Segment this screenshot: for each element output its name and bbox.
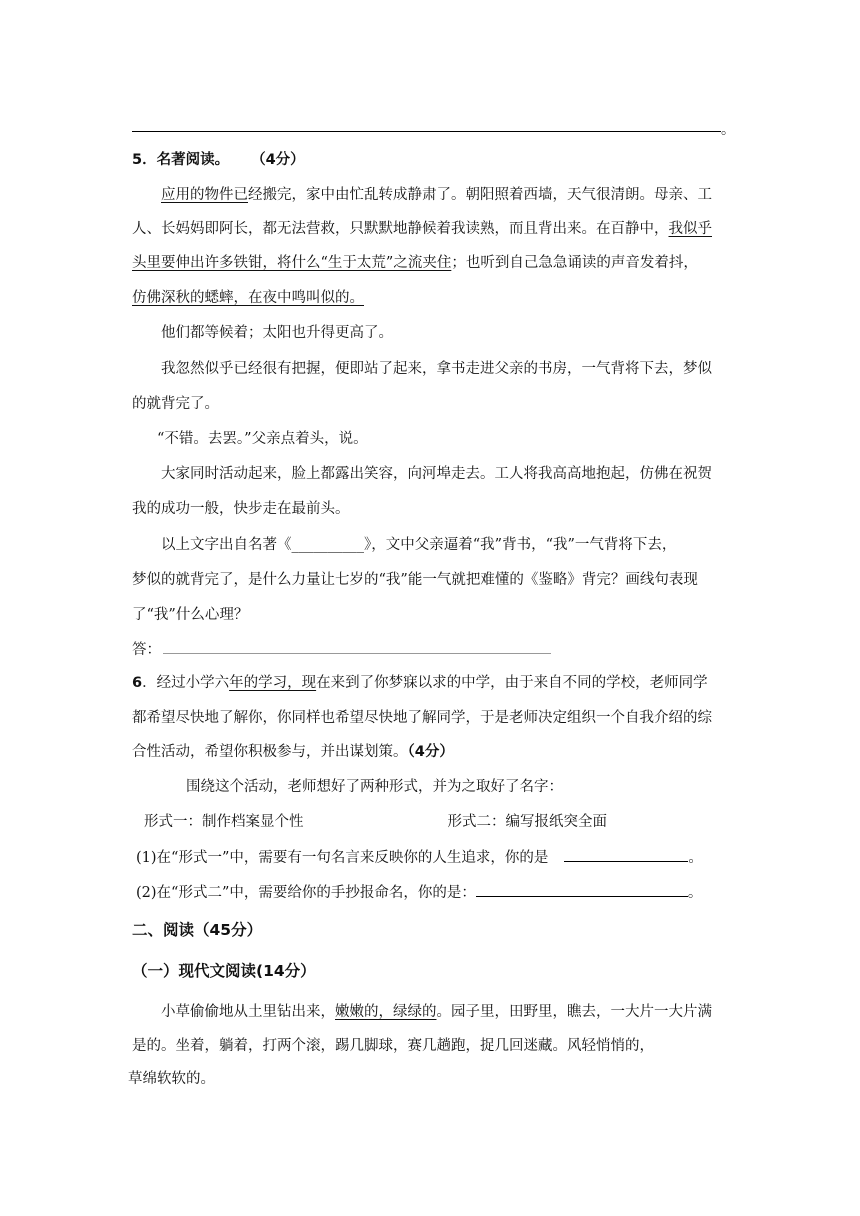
passage-line3 xyxy=(128,1069,728,1089)
section2-subtitle: （一）现代文阅读(14分） xyxy=(132,962,316,980)
text: 了“我”什么心理？ xyxy=(132,607,249,623)
text: 是的。坐着，躺着，打两个滚，踢几脚球，赛几趟跑，捉几回迷藏。风轻悄悄的， xyxy=(132,1038,654,1054)
passage-line2 xyxy=(132,1036,732,1056)
period: 。 xyxy=(688,850,703,866)
underlined-sentence: 应用的物件已 xyxy=(161,187,248,203)
q5-question-line1 xyxy=(132,535,761,555)
q5-para2 xyxy=(132,323,761,343)
underlined-phrase: 嫩嫩的，绿绿的 xyxy=(335,1004,437,1020)
q5-para1-line3 xyxy=(132,253,732,273)
text: “不错。去罢。”父亲点着头，说。 xyxy=(157,431,368,447)
q5-para1-line2 xyxy=(132,219,732,239)
text: 都希望尽快地了解你，你同样也希望尽快地了解同学，于是老师决定组织一个自我介绍的综 xyxy=(132,710,712,726)
text: (2)在“形式二”中，需要给你的手抄报命名，你的是： xyxy=(136,885,476,901)
text: 梦似的就背完了，是什么力量让七岁的“我”能一气就把难懂的《鉴略》背完？画线句表现 xyxy=(132,572,698,588)
text: 我忽然似乎已经很有把握，便即站了起来，拿书走进父亲的书房，一气背将下去，梦似 xyxy=(161,361,712,377)
q6-line2 xyxy=(132,708,732,728)
text: 以上文字出自名著《 xyxy=(161,537,292,553)
text: 围绕这个活动，老师想好了两种形式，并为之取好了名字： xyxy=(186,779,563,795)
q6-sub2-row xyxy=(132,882,736,903)
answer-line-top xyxy=(132,131,721,132)
period: 。 xyxy=(687,885,703,901)
q6-line1 xyxy=(132,673,732,693)
text: 经搬完，家中由忙乱转成静肃了。朝阳照着西墙，天气很清朗。母亲、工 xyxy=(248,187,712,203)
text: 的就背完了。 xyxy=(132,396,219,412)
form-two-label: 形式二：编写报纸突全面 xyxy=(447,814,607,830)
text: 》，文中父亲逼着“我”背书，“我”一气背将下去， xyxy=(364,537,677,553)
q5-para3-line2 xyxy=(132,394,732,414)
q5-para3-line1 xyxy=(132,359,761,379)
text: (1)在“形式一”中，需要有一句名言来反映你的人生追求，你的是 xyxy=(136,850,549,866)
q6-forms xyxy=(132,812,744,832)
q5-answer-row xyxy=(132,639,732,660)
answer-label: 答： xyxy=(132,642,161,658)
motto-field[interactable] xyxy=(564,847,688,862)
q5-para4 xyxy=(132,429,757,449)
q5-para1-line1 xyxy=(132,185,761,205)
book-title-blank[interactable]: __________ xyxy=(291,537,364,553)
q5-question-line2 xyxy=(132,570,732,590)
newspaper-name-field[interactable] xyxy=(476,882,688,897)
q6-intro xyxy=(132,777,786,797)
text: ．经过小学六 xyxy=(142,675,230,691)
text: 小草偷偷地从土里钻出来， xyxy=(161,1004,335,1020)
text: ；也听到自己急急诵读的声音发着抖， xyxy=(451,255,698,271)
q5-title: 5．名著阅读。 xyxy=(132,152,230,168)
text: 合性活动，希望你积极参与，并出谋划策。 xyxy=(132,744,408,760)
form-one-label: 形式一：制作档案显个性 xyxy=(144,814,304,830)
text: 。园子里，田野里，瞧去，一大片一大片满 xyxy=(436,1004,712,1020)
underlined-sentence: 年的学习，现 xyxy=(229,675,317,691)
q5-heading xyxy=(132,150,732,170)
q6-number: 6 xyxy=(132,675,143,691)
text: 大家同时活动起来，脸上都露出笑容，向河埠走去。工人将我高高地抱起，仿佛在祝贺 xyxy=(161,466,712,482)
passage-line1 xyxy=(132,1002,761,1022)
q6-sub1-row xyxy=(132,847,736,868)
q5-score: （4分） xyxy=(251,152,305,168)
q6-line3 xyxy=(132,742,732,762)
text: 人、长妈妈即阿长，都无法营救，只默默地静候着我读熟，而且背出来。在百静中， xyxy=(132,221,669,237)
q5-question-line3 xyxy=(132,605,732,625)
text: 我的成功一般，快步走在最前头。 xyxy=(132,501,350,517)
section2-heading xyxy=(132,920,732,940)
underlined-sentence: 头里要伸出许多铁钳，将什么“生于太荒”之流夹住 xyxy=(132,255,452,271)
q6-score: （4分） xyxy=(407,744,454,760)
q5-para1-line4 xyxy=(132,288,732,308)
section2-subheading xyxy=(132,961,732,981)
q5-para5-line2 xyxy=(132,499,732,519)
top-period: 。 xyxy=(721,122,735,138)
text: 他们都等候着；太阳也升得更高了。 xyxy=(161,325,393,341)
underlined-sentence: 我似乎 xyxy=(668,221,712,237)
section2-title: 二、阅读（45分） xyxy=(132,921,263,939)
text: 草绵软软的。 xyxy=(128,1071,215,1087)
text: 在来到了你梦寐以求的中学，由于来自不同的学校，老师同学 xyxy=(316,675,708,691)
q5-para5-line1 xyxy=(132,464,761,484)
underlined-sentence: 仿佛深秋的蟋蟀，在夜中鸣叫似的。 xyxy=(132,290,364,306)
answer-field[interactable] xyxy=(163,639,551,654)
